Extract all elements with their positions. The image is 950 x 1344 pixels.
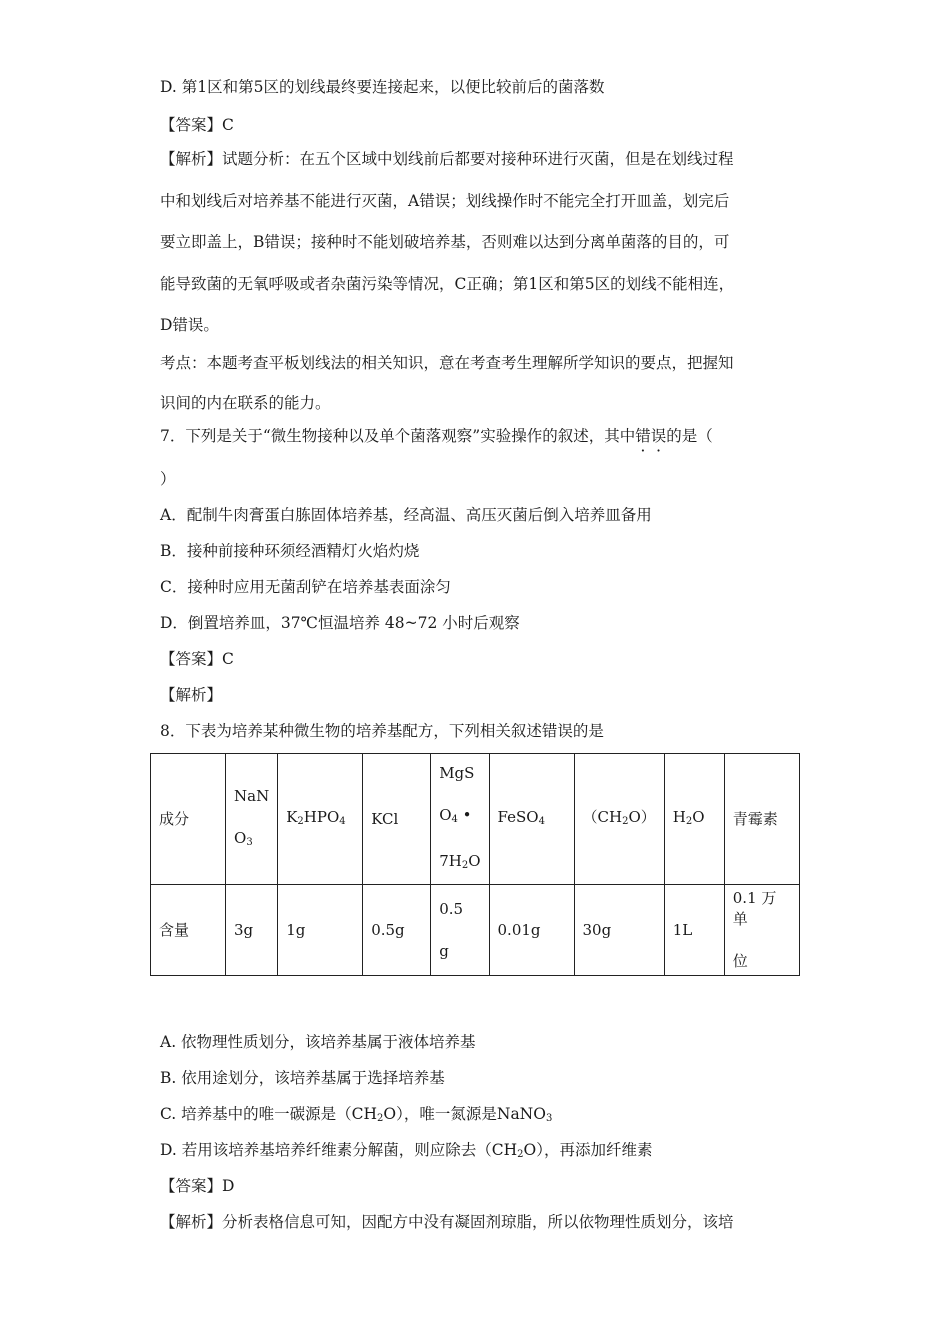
q6-key-point: 考点：本题考查平板划线法的相关知识，意在考查考生理解所学知识的要点，把握知 bbox=[160, 354, 734, 372]
q7-answer: 【答案】C bbox=[160, 650, 234, 668]
table-cell: 1L bbox=[664, 885, 724, 976]
q6-analysis-line: 中和划线后对培养基不能进行灭菌，A错误；划线操作时不能完全打开皿盖，划完后 bbox=[160, 192, 730, 210]
q7-option-c: C．接种时应用无菌刮铲在培养基表面涂匀 bbox=[160, 578, 451, 596]
q6-option-d: D. 第1区和第5区的划线最终要连接起来，以便比较前后的菌落数 bbox=[160, 78, 605, 96]
table-row bbox=[151, 885, 800, 976]
q8-option-d: D. 若用该培养基培养纤维素分解菌，则应除去$(CH_2O)$，再添加纤维素 bbox=[160, 1141, 653, 1160]
table-cell: 0.5 g bbox=[431, 885, 489, 976]
medium-recipe-table bbox=[150, 753, 800, 976]
q6-analysis-line: 【解析】试题分析：在五个区域中划线前后都要对接种环进行灭菌，但是在划线过程 bbox=[160, 150, 734, 168]
table-cell: 成分 bbox=[151, 754, 226, 885]
q7-analysis: 【解析】 bbox=[160, 686, 223, 704]
q8-analysis: 【解析】分析表格信息可知，因配方中没有凝固剂琼脂，所以依物理性质划分，该培 bbox=[160, 1213, 734, 1231]
table-cell: $(CH_2O)$ bbox=[574, 754, 664, 885]
q7-stem-close: ） bbox=[160, 470, 176, 488]
q6-answer: 【答案】C bbox=[160, 116, 234, 134]
table-cell: 3g bbox=[226, 885, 278, 976]
q8-option-a: A. 依物理性质划分，该培养基属于液体培养基 bbox=[160, 1033, 476, 1051]
emphasis-char: 错 bbox=[635, 427, 651, 445]
table-cell: MgS $O_4$ • $7H_2O$ bbox=[431, 754, 489, 885]
table-cell: 30g bbox=[574, 885, 664, 976]
table-cell: NaN $O_3$ bbox=[226, 754, 278, 885]
q6-key-point: 识间的内在联系的能力。 bbox=[160, 394, 331, 412]
table-cell: FeSO$_4$ bbox=[489, 754, 574, 885]
q6-analysis-line: 能导致菌的无氧呼吸或者杂菌污染等情况，C正确；第1区和第5区的划线不能相连， bbox=[160, 275, 735, 293]
q7-stem-text: 7．下列是关于“微生物接种以及单个菌落观察”实验操作的叙述，其中 bbox=[160, 427, 636, 445]
table-cell: $H_2O$ bbox=[664, 754, 724, 885]
q8-stem: 8．下表为培养某种微生物的培养基配方，下列相关叙述错误的是 bbox=[160, 722, 604, 740]
q7-option-b: B．接种前接种环须经酒精灯火焰灼烧 bbox=[160, 542, 420, 560]
q7-option-a: A．配制牛肉膏蛋白胨固体培养基，经高温、高压灭菌后倒入培养皿备用 bbox=[160, 506, 652, 524]
table-cell: 0.1 万单 位 bbox=[724, 885, 799, 976]
q8-option-c: C. 培养基中的唯一碳源是$(CH_2O)$，唯一氮源是NaNO$_3$ bbox=[160, 1105, 553, 1124]
table-cell: 含量 bbox=[151, 885, 226, 976]
table-row bbox=[151, 754, 800, 885]
table-cell: 0.5g bbox=[363, 885, 431, 976]
q6-analysis-line: D错误。 bbox=[160, 316, 219, 334]
emphasis-char: 误 bbox=[650, 427, 667, 445]
q7-stem-text: 的是（ bbox=[666, 427, 713, 445]
table-cell: KCl bbox=[363, 754, 431, 885]
q6-analysis-line: 要立即盖上，B错误；接种时不能划破培养基，否则难以达到分离单菌落的目的，可 bbox=[160, 233, 730, 251]
q8-answer: 【答案】D bbox=[160, 1177, 235, 1195]
table-cell: 1g bbox=[278, 885, 363, 976]
table-cell: 青霉素 bbox=[724, 754, 799, 885]
table-cell: $K_2HPO_4$ bbox=[278, 754, 363, 885]
q7-option-d: D．倒置培养皿，37℃恒温培养 48~72 小时后观察 bbox=[160, 614, 520, 632]
q7-stem bbox=[160, 425, 713, 447]
q8-option-b: B. 依用途划分，该培养基属于选择培养基 bbox=[160, 1069, 445, 1087]
table-cell: 0.01g bbox=[489, 885, 574, 976]
